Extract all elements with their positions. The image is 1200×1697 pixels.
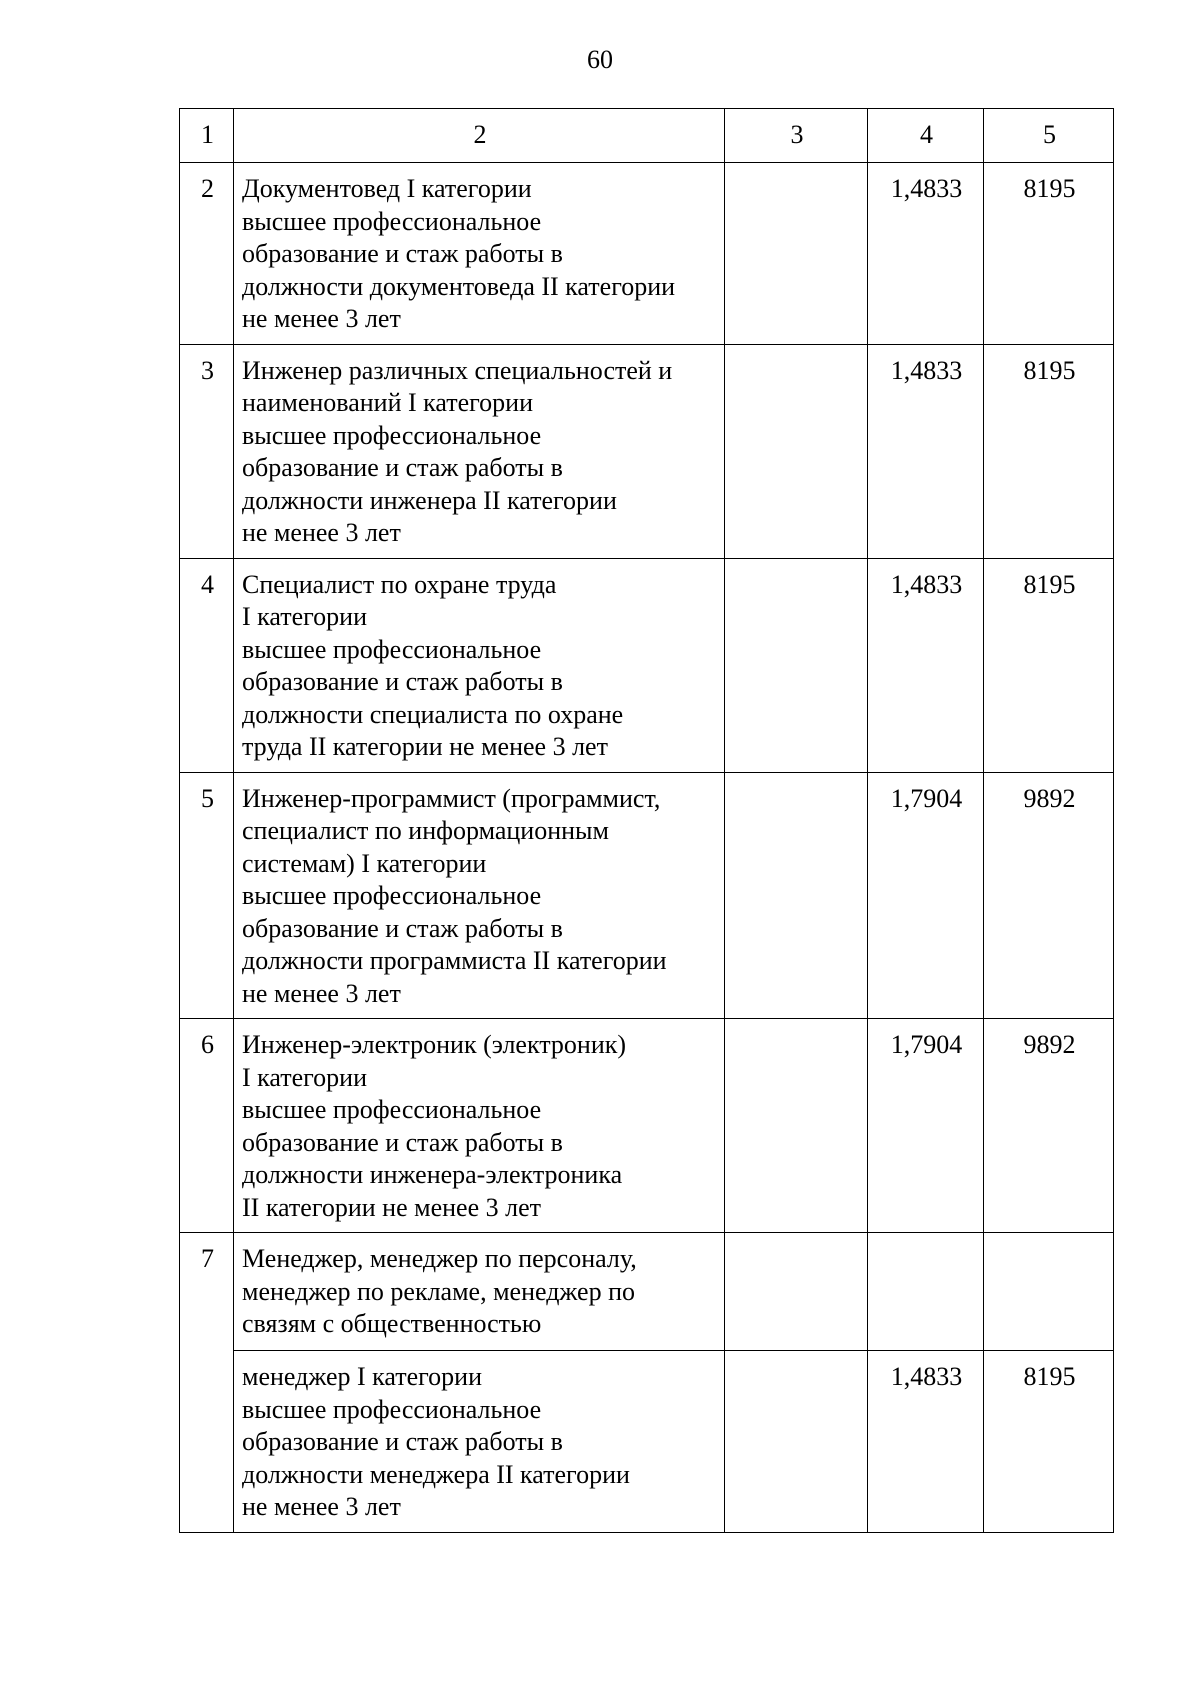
description-line: образование и стаж работы в	[242, 453, 563, 482]
coefficient-cell: 1,4833	[868, 344, 984, 558]
header-cell-5: 5	[984, 109, 1114, 163]
qualification-table	[179, 108, 1114, 1533]
coefficient-cell: 1,4833	[868, 1351, 984, 1533]
coefficient-cell: 1,4833	[868, 558, 984, 772]
description-line: Специалист по охране труда	[242, 569, 557, 599]
description-line: Инженер-программист (программист,	[242, 783, 661, 813]
description-line: связям с общественностью	[242, 1309, 542, 1338]
table-row	[180, 772, 1114, 1019]
table-row	[180, 558, 1114, 772]
description-line: высшее профессиональное	[242, 1095, 542, 1124]
description-line: менеджер по рекламе, менеджер по	[242, 1276, 635, 1306]
position-description-cell	[234, 772, 725, 1019]
description-line: I категории	[242, 602, 368, 631]
description-line: должности инженера-электроника	[242, 1160, 623, 1189]
description-line: образование и стаж работы в	[242, 239, 563, 268]
salary-cell: 8195	[984, 1351, 1114, 1533]
description-line: высшее профессиональное	[242, 634, 542, 664]
table-row	[180, 1019, 1114, 1233]
header-cell-3: 3	[725, 109, 868, 163]
description-line: наименований I категории	[242, 388, 534, 417]
column-3-cell	[725, 1019, 868, 1233]
header-cell-1: 1	[180, 109, 234, 163]
position-description-cell	[234, 1233, 725, 1351]
description-line: Менеджер, менеджер по персоналу,	[242, 1244, 637, 1273]
description-line: менеджер I категории	[242, 1362, 483, 1391]
coefficient-cell: 1,4833	[868, 163, 984, 345]
description-line: должности инженера II категории	[242, 485, 617, 515]
position-description-cell	[234, 558, 725, 772]
description-line: образование и стаж работы в	[242, 1427, 563, 1456]
row-number-cell: 2	[180, 163, 234, 345]
coefficient-cell: 1,7904	[868, 1019, 984, 1233]
description-line: образование и стаж работы в	[242, 1127, 563, 1157]
table-row	[180, 1351, 1114, 1533]
description-line: должности программиста II категории	[242, 946, 667, 975]
salary-cell: 8195	[984, 558, 1114, 772]
row-number-cell: 6	[180, 1019, 234, 1233]
description-line: труда II категории не менее 3 лет	[242, 732, 608, 761]
salary-cell: 9892	[984, 1019, 1114, 1233]
description-line: системам) I категории	[242, 848, 487, 878]
description-line: не менее 3 лет	[242, 978, 401, 1008]
description-line: Инженер-электроник (электроник)	[242, 1030, 627, 1059]
row-number-cell: 3	[180, 344, 234, 558]
coefficient-cell: 1,7904	[868, 772, 984, 1019]
description-line: должности специалиста по охране	[242, 699, 624, 729]
description-line: высшее профессиональное	[242, 881, 542, 910]
column-3-cell	[725, 1233, 868, 1351]
table-row	[180, 163, 1114, 345]
position-description-cell	[234, 163, 725, 345]
description-line: II категории не менее 3 лет	[242, 1192, 541, 1222]
column-3-cell	[725, 772, 868, 1019]
salary-cell: 8195	[984, 163, 1114, 345]
salary-cell: 9892	[984, 772, 1114, 1019]
salary-cell: 8195	[984, 344, 1114, 558]
column-3-cell	[725, 344, 868, 558]
description-line: высшее профессиональное	[242, 1394, 542, 1424]
column-3-cell	[725, 163, 868, 345]
header-cell-4: 4	[868, 109, 984, 163]
row-number-cell: 7	[180, 1233, 234, 1533]
position-description-cell	[234, 1019, 725, 1233]
coefficient-cell	[868, 1233, 984, 1351]
description-line: высшее профессиональное	[242, 420, 542, 450]
row-number-cell: 5	[180, 772, 234, 1019]
description-line: должности менеджера II категории	[242, 1459, 630, 1489]
description-line: не менее 3 лет	[242, 304, 401, 333]
description-line: образование и стаж работы в	[242, 913, 563, 943]
description-line: высшее профессиональное	[242, 206, 542, 236]
description-line: Инженер различных специальностей и	[242, 355, 673, 385]
column-3-cell	[725, 1351, 868, 1533]
header-cell-2: 2	[234, 109, 725, 163]
description-line: специалист по информационным	[242, 816, 609, 845]
description-line: Документовед I категории	[242, 174, 532, 203]
description-line: образование и стаж работы в	[242, 667, 563, 696]
description-line: не менее 3 лет	[242, 1492, 401, 1521]
description-line: I категории	[242, 1062, 368, 1092]
row-number-cell: 4	[180, 558, 234, 772]
table-row	[180, 344, 1114, 558]
description-line: должности документоведа II категории	[242, 271, 676, 301]
salary-cell	[984, 1233, 1114, 1351]
table-header-row	[180, 109, 1114, 163]
position-description-cell	[234, 344, 725, 558]
page-number: 60	[587, 45, 613, 74]
table-row	[180, 1233, 1114, 1351]
description-line: не менее 3 лет	[242, 518, 401, 547]
column-3-cell	[725, 558, 868, 772]
position-description-cell	[234, 1351, 725, 1533]
